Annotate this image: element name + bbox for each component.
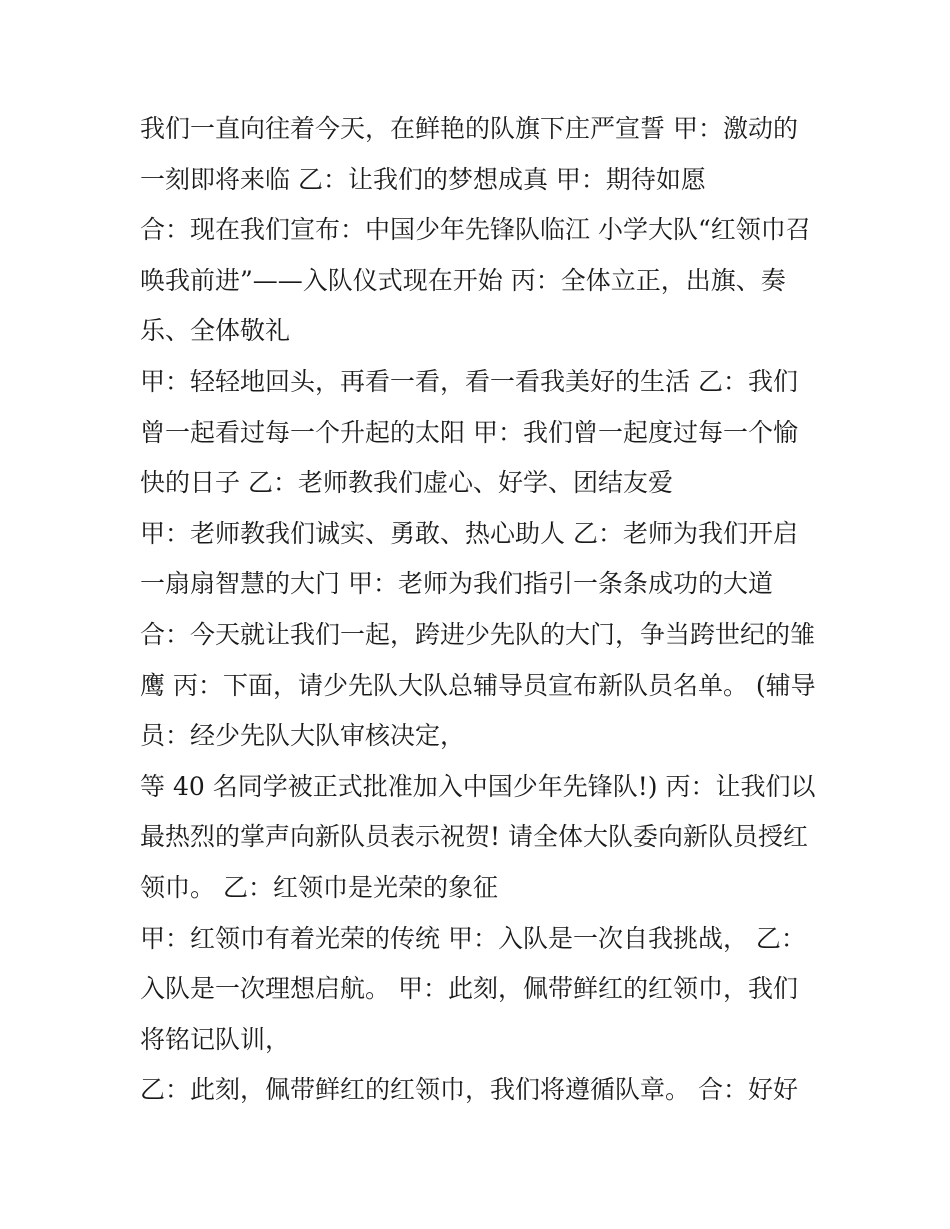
- text-line: 合：现在我们宣布：中国少年先锋队临江 小学大队“红领巾召: [140, 215, 811, 245]
- document-body: [140, 104, 820, 1116]
- text-line: 鹰 丙：下面，请少先队大队总辅导员宣布新队员名单。 (辅导: [140, 670, 816, 700]
- text-line: 一扇扇智慧的大门 甲：老师为我们指引一条条成功的大道: [140, 569, 773, 599]
- text-line: 领巾。 乙：红领巾是光荣的象征: [140, 872, 498, 902]
- text-line: 唤我前进”——入队仪式现在开始 丙：全体立正，出旗、奏: [140, 265, 786, 295]
- text-line: 甲：红领巾有着光荣的传统 甲：入队是一次自我挑战， 乙：: [140, 923, 806, 953]
- text-line: 员：经少先队大队审核决定，: [140, 721, 466, 751]
- text-line: 一刻即将来临 乙：让我们的梦想成真 甲：期待如愿: [140, 164, 706, 194]
- text-line: 合：今天就让我们一起，跨进少先队的大门，争当跨世纪的雏: [140, 619, 816, 649]
- text-line: 等 40 名同学被正式批准加入中国少年先锋队!) 丙：让我们以: [140, 771, 816, 801]
- text-line: 乙：此刻，佩带鲜红的红领巾，我们将遵循队章。 合：好好: [140, 1075, 798, 1105]
- text-line: 快的日子 乙：老师教我们虚心、好学、团结友爱: [140, 468, 673, 498]
- text-line: 甲：轻轻地回头，再看一看，看一看我美好的生活 乙：我们: [140, 366, 798, 396]
- text-line: 我们一直向往着今天，在鲜艳的队旗下庄严宣誓 甲：激动的: [140, 114, 798, 143]
- text-line: 将铭记队训，: [140, 1024, 291, 1054]
- text-line: 曾一起看过每一个升起的太阳 甲：我们曾一起度过每一个愉: [140, 417, 798, 447]
- text-line: 甲：老师教我们诚实、勇敢、热心助人 乙：老师为我们开启: [140, 518, 798, 548]
- text-line: 乐、全体敬礼: [140, 316, 291, 346]
- text-line: 最热烈的掌声向新队员表示祝贺! 请全体大队委向新队员授红: [140, 822, 808, 852]
- text-line: 入队是一次理想启航。 甲：此刻，佩带鲜红的红领巾，我们: [140, 974, 798, 1004]
